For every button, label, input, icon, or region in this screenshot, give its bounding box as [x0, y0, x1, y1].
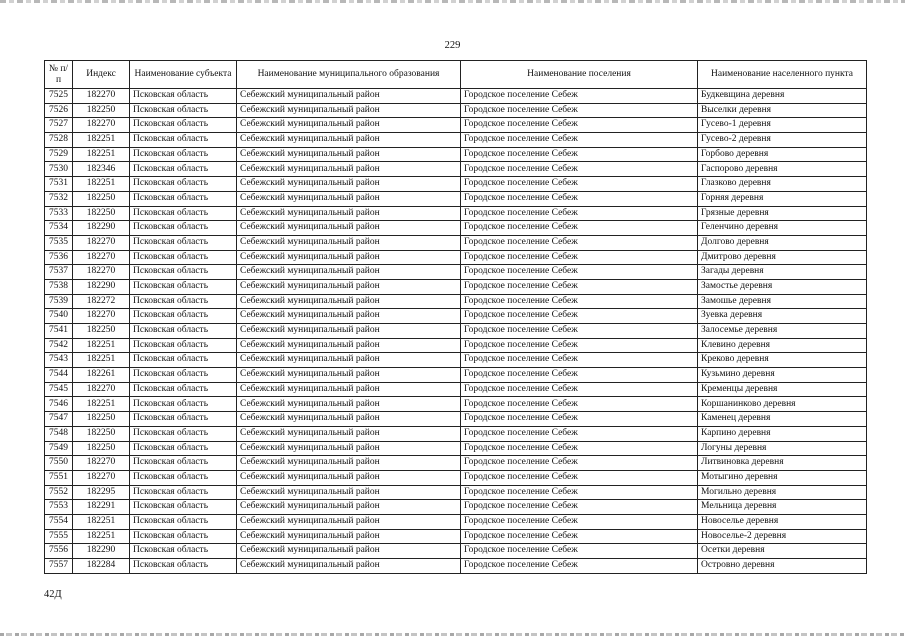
cell-index: 182284	[73, 559, 130, 574]
cell-municipality: Себежский муниципальный район	[237, 559, 461, 574]
cell-num: 7527	[45, 118, 73, 133]
cell-index: 182251	[73, 514, 130, 529]
cell-subject: Псковская область	[130, 324, 237, 339]
cell-locality: Карпино деревня	[698, 426, 867, 441]
cell-subject: Псковская область	[130, 147, 237, 162]
table-row	[45, 279, 867, 294]
cell-num: 7552	[45, 485, 73, 500]
table-row	[45, 250, 867, 265]
cell-locality: Литвиновка деревня	[698, 456, 867, 471]
table-row	[45, 529, 867, 544]
cell-settlement: Городское поселение Себеж	[461, 338, 698, 353]
cell-subject: Псковская область	[130, 250, 237, 265]
table-row	[45, 133, 867, 148]
cell-index: 182250	[73, 412, 130, 427]
table-row	[45, 485, 867, 500]
cell-locality: Кузьмино деревня	[698, 368, 867, 383]
header-num: № п/п	[45, 61, 73, 89]
cell-municipality: Себежский муниципальный район	[237, 470, 461, 485]
cell-subject: Псковская область	[130, 353, 237, 368]
cell-locality: Новоселье деревня	[698, 514, 867, 529]
cell-municipality: Себежский муниципальный район	[237, 294, 461, 309]
cell-municipality: Себежский муниципальный район	[237, 265, 461, 280]
cell-subject: Псковская область	[130, 191, 237, 206]
table-row	[45, 177, 867, 192]
table-header-row	[45, 61, 867, 89]
cell-subject: Псковская область	[130, 309, 237, 324]
cell-index: 182272	[73, 294, 130, 309]
cell-settlement: Городское поселение Себеж	[461, 177, 698, 192]
cell-index: 182270	[73, 470, 130, 485]
cell-num: 7526	[45, 103, 73, 118]
cell-num: 7531	[45, 177, 73, 192]
cell-municipality: Себежский муниципальный район	[237, 353, 461, 368]
table-row	[45, 206, 867, 221]
cell-locality: Кременцы деревня	[698, 382, 867, 397]
cell-municipality: Себежский муниципальный район	[237, 397, 461, 412]
cell-settlement: Городское поселение Себеж	[461, 206, 698, 221]
cell-settlement: Городское поселение Себеж	[461, 103, 698, 118]
cell-locality: Островно деревня	[698, 559, 867, 574]
table-row	[45, 544, 867, 559]
cell-index: 182251	[73, 177, 130, 192]
cell-index: 182270	[73, 235, 130, 250]
cell-locality: Горбово деревня	[698, 147, 867, 162]
cell-settlement: Городское поселение Себеж	[461, 191, 698, 206]
cell-locality: Грязные деревня	[698, 206, 867, 221]
cell-municipality: Себежский муниципальный район	[237, 441, 461, 456]
cell-settlement: Городское поселение Себеж	[461, 162, 698, 177]
cell-settlement: Городское поселение Себеж	[461, 353, 698, 368]
cell-municipality: Себежский муниципальный район	[237, 103, 461, 118]
cell-index: 182251	[73, 338, 130, 353]
scan-edge-bottom	[0, 633, 905, 636]
cell-subject: Псковская область	[130, 412, 237, 427]
cell-locality: Гусево-1 деревня	[698, 118, 867, 133]
cell-subject: Псковская область	[130, 382, 237, 397]
cell-municipality: Себежский муниципальный район	[237, 382, 461, 397]
cell-locality: Коршанинково деревня	[698, 397, 867, 412]
cell-num: 7545	[45, 382, 73, 397]
cell-settlement: Городское поселение Себеж	[461, 544, 698, 559]
table-row	[45, 103, 867, 118]
cell-locality: Залосемье деревня	[698, 324, 867, 339]
cell-locality: Замошье деревня	[698, 294, 867, 309]
settlement-registry-table	[44, 60, 867, 574]
cell-index: 182250	[73, 324, 130, 339]
cell-settlement: Городское поселение Себеж	[461, 133, 698, 148]
cell-locality: Осетки деревня	[698, 544, 867, 559]
cell-subject: Псковская область	[130, 162, 237, 177]
cell-locality: Могильно деревня	[698, 485, 867, 500]
cell-index: 182251	[73, 133, 130, 148]
cell-settlement: Городское поселение Себеж	[461, 426, 698, 441]
cell-settlement: Городское поселение Себеж	[461, 500, 698, 515]
cell-subject: Псковская область	[130, 500, 237, 515]
cell-locality: Каменец деревня	[698, 412, 867, 427]
table-row	[45, 470, 867, 485]
table-row	[45, 500, 867, 515]
cell-index: 182250	[73, 191, 130, 206]
table-row	[45, 456, 867, 471]
cell-locality: Новоселье-2 деревня	[698, 529, 867, 544]
cell-settlement: Городское поселение Себеж	[461, 265, 698, 280]
cell-locality: Гусево-2 деревня	[698, 133, 867, 148]
cell-subject: Псковская область	[130, 103, 237, 118]
table-row	[45, 426, 867, 441]
page-number: 229	[444, 40, 461, 51]
table-row	[45, 235, 867, 250]
cell-subject: Псковская область	[130, 294, 237, 309]
cell-index: 182270	[73, 250, 130, 265]
cell-settlement: Городское поселение Себеж	[461, 89, 698, 104]
cell-index: 182251	[73, 147, 130, 162]
cell-num: 7541	[45, 324, 73, 339]
cell-municipality: Себежский муниципальный район	[237, 235, 461, 250]
cell-num: 7540	[45, 309, 73, 324]
table-row	[45, 162, 867, 177]
cell-index: 182346	[73, 162, 130, 177]
cell-municipality: Себежский муниципальный район	[237, 177, 461, 192]
cell-num: 7542	[45, 338, 73, 353]
cell-locality: Загады деревня	[698, 265, 867, 280]
cell-municipality: Себежский муниципальный район	[237, 456, 461, 471]
cell-num: 7538	[45, 279, 73, 294]
cell-num: 7550	[45, 456, 73, 471]
cell-subject: Псковская область	[130, 470, 237, 485]
cell-municipality: Себежский муниципальный район	[237, 206, 461, 221]
cell-settlement: Городское поселение Себеж	[461, 294, 698, 309]
cell-subject: Псковская область	[130, 441, 237, 456]
cell-settlement: Городское поселение Себеж	[461, 368, 698, 383]
cell-num: 7547	[45, 412, 73, 427]
cell-subject: Псковская область	[130, 368, 237, 383]
cell-municipality: Себежский муниципальный район	[237, 426, 461, 441]
cell-locality: Зуевка деревня	[698, 309, 867, 324]
cell-index: 182261	[73, 368, 130, 383]
table-row	[45, 338, 867, 353]
scan-edge-top	[0, 0, 905, 3]
cell-locality: Мельница деревня	[698, 500, 867, 515]
cell-settlement: Городское поселение Себеж	[461, 221, 698, 236]
cell-num: 7544	[45, 368, 73, 383]
cell-municipality: Себежский муниципальный район	[237, 412, 461, 427]
cell-num: 7549	[45, 441, 73, 456]
table-row	[45, 412, 867, 427]
cell-settlement: Городское поселение Себеж	[461, 250, 698, 265]
table-row	[45, 382, 867, 397]
cell-num: 7536	[45, 250, 73, 265]
table-row	[45, 353, 867, 368]
table-row	[45, 324, 867, 339]
cell-locality: Мотыгино деревня	[698, 470, 867, 485]
table-row	[45, 221, 867, 236]
cell-locality: Дмитрово деревня	[698, 250, 867, 265]
header-settlement: Наименование поселения	[461, 61, 698, 89]
header-subject: Наименование субъекта	[130, 61, 237, 89]
table-row	[45, 514, 867, 529]
cell-settlement: Городское поселение Себеж	[461, 514, 698, 529]
cell-subject: Псковская область	[130, 544, 237, 559]
cell-locality: Клевино деревня	[698, 338, 867, 353]
cell-locality: Замостье деревня	[698, 279, 867, 294]
cell-index: 182270	[73, 456, 130, 471]
cell-subject: Псковская область	[130, 235, 237, 250]
cell-settlement: Городское поселение Себеж	[461, 559, 698, 574]
cell-settlement: Городское поселение Себеж	[461, 485, 698, 500]
cell-settlement: Городское поселение Себеж	[461, 412, 698, 427]
table-row	[45, 265, 867, 280]
cell-subject: Псковская область	[130, 133, 237, 148]
cell-index: 182270	[73, 309, 130, 324]
cell-municipality: Себежский муниципальный район	[237, 529, 461, 544]
cell-municipality: Себежский муниципальный район	[237, 133, 461, 148]
cell-index: 182250	[73, 441, 130, 456]
cell-index: 182250	[73, 426, 130, 441]
cell-num: 7543	[45, 353, 73, 368]
cell-settlement: Городское поселение Себеж	[461, 235, 698, 250]
table-row	[45, 118, 867, 133]
cell-index: 182295	[73, 485, 130, 500]
cell-subject: Псковская область	[130, 338, 237, 353]
table-row	[45, 89, 867, 104]
cell-locality: Геленчино деревня	[698, 221, 867, 236]
header-municipality: Наименование муниципального образования	[237, 61, 461, 89]
cell-num: 7539	[45, 294, 73, 309]
cell-index: 182251	[73, 529, 130, 544]
cell-subject: Псковская область	[130, 485, 237, 500]
table-row	[45, 147, 867, 162]
cell-subject: Псковская область	[130, 529, 237, 544]
cell-municipality: Себежский муниципальный район	[237, 162, 461, 177]
table-row	[45, 559, 867, 574]
cell-subject: Псковская область	[130, 206, 237, 221]
cell-subject: Псковская область	[130, 559, 237, 574]
cell-num: 7528	[45, 133, 73, 148]
cell-index: 182270	[73, 265, 130, 280]
cell-subject: Псковская область	[130, 177, 237, 192]
cell-subject: Псковская область	[130, 426, 237, 441]
cell-municipality: Себежский муниципальный район	[237, 250, 461, 265]
cell-num: 7529	[45, 147, 73, 162]
cell-index: 182250	[73, 206, 130, 221]
cell-municipality: Себежский муниципальный район	[237, 309, 461, 324]
cell-num: 7548	[45, 426, 73, 441]
cell-num: 7553	[45, 500, 73, 515]
cell-subject: Псковская область	[130, 514, 237, 529]
cell-municipality: Себежский муниципальный район	[237, 191, 461, 206]
cell-settlement: Городское поселение Себеж	[461, 529, 698, 544]
cell-settlement: Городское поселение Себеж	[461, 147, 698, 162]
cell-municipality: Себежский муниципальный район	[237, 338, 461, 353]
cell-subject: Псковская область	[130, 89, 237, 104]
cell-index: 182290	[73, 279, 130, 294]
table-row	[45, 441, 867, 456]
cell-municipality: Себежский муниципальный район	[237, 118, 461, 133]
cell-index: 182250	[73, 103, 130, 118]
cell-num: 7546	[45, 397, 73, 412]
cell-locality: Будкевщина деревня	[698, 89, 867, 104]
cell-index: 182270	[73, 118, 130, 133]
cell-subject: Псковская область	[130, 397, 237, 412]
cell-settlement: Городское поселение Себеж	[461, 441, 698, 456]
cell-index: 182291	[73, 500, 130, 515]
cell-num: 7555	[45, 529, 73, 544]
cell-index: 182270	[73, 89, 130, 104]
cell-index: 182251	[73, 353, 130, 368]
table-body	[45, 89, 867, 574]
table-row	[45, 191, 867, 206]
cell-subject: Псковская область	[130, 456, 237, 471]
cell-subject: Псковская область	[130, 265, 237, 280]
cell-num: 7554	[45, 514, 73, 529]
header-index: Индекс	[73, 61, 130, 89]
header-locality: Наименование населенного пункта	[698, 61, 867, 89]
cell-locality: Креково деревня	[698, 353, 867, 368]
cell-municipality: Себежский муниципальный район	[237, 500, 461, 515]
cell-subject: Псковская область	[130, 221, 237, 236]
cell-municipality: Себежский муниципальный район	[237, 147, 461, 162]
cell-num: 7525	[45, 89, 73, 104]
cell-locality: Горняя деревня	[698, 191, 867, 206]
cell-index: 182290	[73, 221, 130, 236]
cell-municipality: Себежский муниципальный район	[237, 221, 461, 236]
cell-municipality: Себежский муниципальный район	[237, 89, 461, 104]
cell-index: 182290	[73, 544, 130, 559]
cell-num: 7557	[45, 559, 73, 574]
cell-municipality: Себежский муниципальный район	[237, 279, 461, 294]
cell-settlement: Городское поселение Себеж	[461, 382, 698, 397]
cell-locality: Гаспорово деревня	[698, 162, 867, 177]
footer-code: 42Д	[44, 589, 62, 600]
cell-locality: Выселки деревня	[698, 103, 867, 118]
cell-settlement: Городское поселение Себеж	[461, 470, 698, 485]
cell-municipality: Себежский муниципальный район	[237, 324, 461, 339]
table-row	[45, 397, 867, 412]
cell-num: 7534	[45, 221, 73, 236]
cell-locality: Долгово деревня	[698, 235, 867, 250]
cell-num: 7532	[45, 191, 73, 206]
cell-locality: Глазково деревня	[698, 177, 867, 192]
cell-municipality: Себежский муниципальный район	[237, 544, 461, 559]
cell-subject: Псковская область	[130, 118, 237, 133]
cell-municipality: Себежский муниципальный район	[237, 514, 461, 529]
cell-index: 182251	[73, 397, 130, 412]
cell-num: 7535	[45, 235, 73, 250]
cell-municipality: Себежский муниципальный район	[237, 368, 461, 383]
table-row	[45, 368, 867, 383]
cell-settlement: Городское поселение Себеж	[461, 309, 698, 324]
cell-num: 7530	[45, 162, 73, 177]
table-row	[45, 294, 867, 309]
cell-subject: Псковская область	[130, 279, 237, 294]
cell-municipality: Себежский муниципальный район	[237, 485, 461, 500]
cell-index: 182270	[73, 382, 130, 397]
cell-num: 7537	[45, 265, 73, 280]
cell-settlement: Городское поселение Себеж	[461, 324, 698, 339]
cell-locality: Логуны деревня	[698, 441, 867, 456]
cell-settlement: Городское поселение Себеж	[461, 456, 698, 471]
cell-num: 7551	[45, 470, 73, 485]
cell-settlement: Городское поселение Себеж	[461, 118, 698, 133]
cell-num: 7556	[45, 544, 73, 559]
cell-settlement: Городское поселение Себеж	[461, 279, 698, 294]
cell-settlement: Городское поселение Себеж	[461, 397, 698, 412]
cell-num: 7533	[45, 206, 73, 221]
table-row	[45, 309, 867, 324]
